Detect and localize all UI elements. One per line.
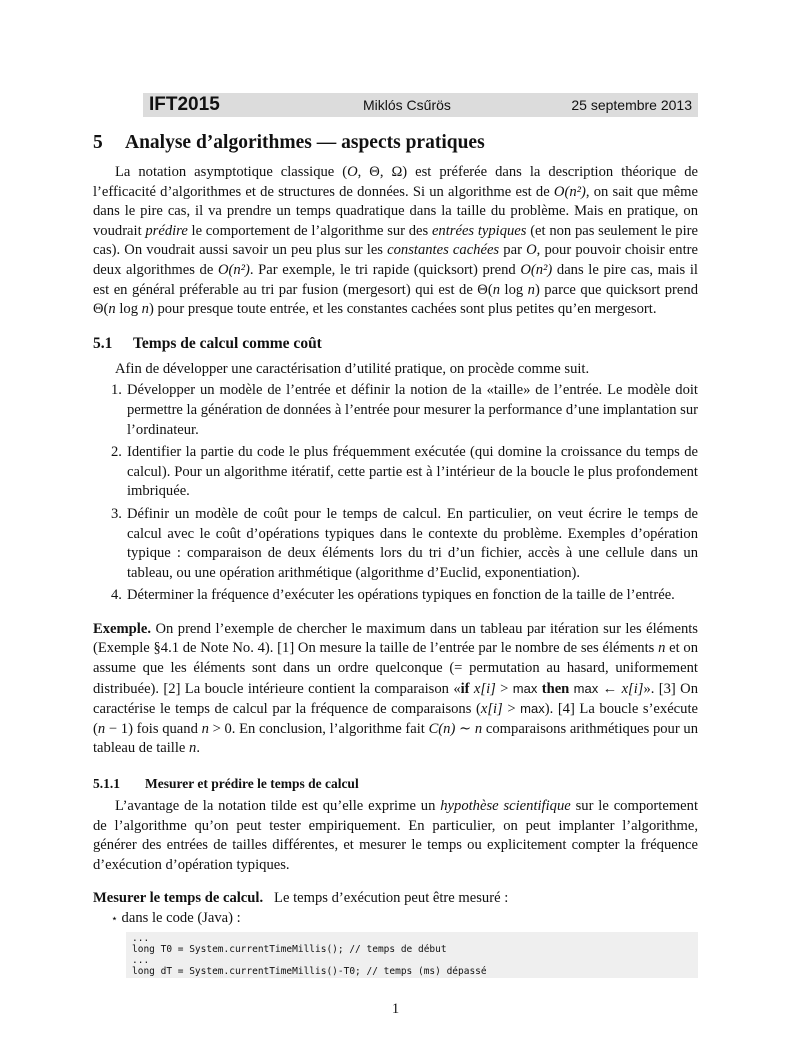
subsection-heading: 5.1 Temps de calcul comme coût — [93, 334, 322, 352]
text-run: . Par exemple, le tri rapide (quicksort) prend — [249, 261, 521, 278]
text-run: log — [500, 281, 528, 298]
text-run: n — [492, 281, 501, 298]
text-run: La notation asymptotique classique ( — [115, 164, 348, 180]
text-run: max — [520, 701, 545, 717]
text-run: > — [502, 701, 521, 718]
text-run: x[i] — [480, 701, 503, 718]
text-run: O(n²) — [217, 261, 250, 278]
text-run: par — [499, 242, 527, 259]
text-run: if — [460, 680, 474, 697]
text-run: comparaisons arithmétiques pour un tableau de taille — [93, 720, 698, 757]
text-run: entrées typiques — [431, 222, 527, 239]
text-run: O — [347, 164, 358, 180]
text-run: ) pour presque toute entrée, et les constantes cachées sont plus petites qu’en mergesort. — [148, 301, 657, 318]
section-heading: 5 Analyse d’algorithmes — aspects pratiques — [93, 132, 485, 153]
text-run: O(n²) — [520, 261, 553, 278]
text-run: dans le pire cas, mais il est en général préferable au tri par fusion (mergesort) qui est de Θ( — [93, 261, 698, 298]
intro-paragraph — [93, 163, 698, 320]
text-run: x[i] — [473, 680, 496, 697]
text-run: , on sait que même dans le pire cas, il va prendre un temps quadratique dans la taille du problème. Mais en pratique, on voudrait — [93, 183, 698, 239]
text-run: , Θ, Ω) est préferée dans la description théorique de l’efficacité d’algorithmes et de structures de données. Si un algorithme est de — [93, 164, 699, 200]
text-run: max — [573, 680, 599, 696]
subsubsection-heading: 5.1.1 Mesurer et prédire le temps de calcul — [93, 776, 359, 792]
example-paragraph — [93, 620, 698, 759]
running-header — [143, 93, 698, 117]
text-run: ). [4] La boucle s’exécute ( — [93, 701, 698, 737]
text-run: n — [189, 740, 197, 757]
text-run: C(n) ∼ n — [428, 720, 483, 737]
text-run: ← — [598, 680, 622, 697]
tilde-paragraph — [93, 797, 698, 875]
page-number: 1 — [391, 1000, 400, 1017]
text-run: le comportement de l’algorithme sur des — [187, 222, 432, 239]
text-run: . — [196, 740, 200, 757]
text-run: max — [512, 680, 538, 696]
text-run: hypothèse scientifique — [440, 798, 571, 815]
star-bullet-icon: ⋆ — [111, 913, 118, 925]
text-run: x[i] — [621, 680, 644, 697]
text-run: > — [495, 680, 513, 697]
text-run: − 1) fois quand — [105, 720, 202, 737]
text-run: L’avantage de la notation tilde est qu’elle exprime un — [115, 798, 441, 815]
text-run: (et non pas seulement le pire cas). On voudrait aussi savoir un peu plus sur les — [93, 222, 698, 259]
course-code: IFT2015 — [149, 94, 220, 115]
text-run: constantes cachées — [387, 242, 500, 259]
text-run: n — [97, 720, 106, 737]
text-run: n — [658, 640, 666, 657]
text-run: ». [3] On caractérise le temps de calcul par la fréquence de comparaisons ( — [93, 680, 698, 718]
text-run: Exemple. — [93, 620, 151, 637]
list-item: 1. Développer un modèle de l’entrée et définir la notion de la «taille» de l’entrée. Le modèle doit permettre la génération de données à l’entrée pour mesurer la performance d’une implantation sur l’ordinateur. — [111, 382, 698, 438]
text-run: O — [526, 242, 537, 259]
list-item: 2. Identifier la partie du code le plus fréquemment exécutée (qui domine la croissance du temps de calcul). Pour un algorithme itératif, cette partie est à l’intérieur de la boucle le plus profondement imbriquée. — [111, 444, 698, 500]
steps-list — [93, 381, 698, 606]
text-run: > 0. En conclusion, l’algorithme fait — [208, 720, 429, 737]
text-run: n — [141, 301, 149, 318]
author: Miklós Csűrös — [363, 97, 451, 113]
text-run: then — [537, 680, 574, 697]
text-run: , pour pouvoir choisir entre deux algorithmes de — [93, 242, 698, 278]
text-run: n — [108, 301, 116, 318]
text-run: ) parce que quicksort prend Θ( — [93, 281, 698, 318]
lead-paragraph: Afin de développer une caractérisation d’utilité pratique, on procède comme suit. — [115, 360, 590, 377]
text-run: sur le comportement de l’algorithme qu’on peut tester empiriquement. En particulier, on peut implanter l’algorithme, générer des entrées de tailles différentes, et mesurer le temps ou explicitement compter la fréquence d’exécution d’opération typiques. — [93, 798, 698, 873]
text-run: log — [115, 301, 142, 318]
text-run: prédire — [145, 222, 188, 239]
measure-paragraph: Mesurer le temps de calcul. Le temps d’exécution peut être mesuré : — [93, 890, 509, 907]
text-run: n — [527, 281, 535, 298]
date: 25 septembre 2013 — [571, 97, 692, 113]
bullet-item: ⋆ dans le code (Java) : — [111, 910, 241, 926]
text-run: On prend l’exemple de chercher le maximum dans un tableau par itération sur les éléments (Exemple §4.1 de Note No. 4). [1] On mesure la taille de l’entrée par le nombre de ses éléments — [93, 620, 698, 657]
list-item: 3. Définir un modèle de coût pour le temps de calcul. En particulier, on veut écrire le temps de calcul avec le coût d’opérations typiques dans le contexte du problème. Exemples d’opération typique : comparaison de deux éléments lors du tri d’un fichier, accès à une cellule dans un tableau, ou une opération arithmétique (algorithme d’Euclid, exponentiation). — [111, 505, 698, 581]
list-item: 4. Déterminer la fréquence d’exécuter les opérations typiques en fonction de la taille de l’entrée. — [111, 587, 675, 604]
text-run: O(n²) — [553, 183, 586, 200]
text-run: n — [201, 720, 209, 737]
code-block: ... long T0 = System.currentTimeMillis(); // temps de début ... long dT = System.currentTimeMillis()-T0; // temps (ms) dépassé — [126, 932, 698, 978]
text-run: et on assume que les éléments sont dans un ordre quelconque (= permutation au hasard, uniformement distribuée). [2] La boucle intérieure contient la comparaison « — [93, 640, 698, 697]
